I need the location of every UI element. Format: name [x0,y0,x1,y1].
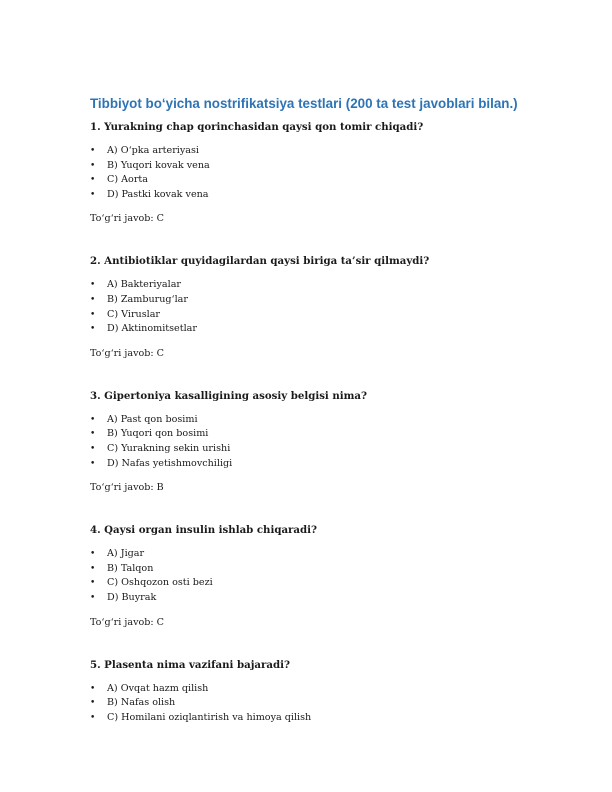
bullet-icon: • [90,160,96,171]
option-item: • A) Past qon bosimi [90,413,550,428]
bullet-icon: • [90,324,96,335]
bullet-icon: • [90,443,96,454]
correct-answer: To‘g‘ri javob: B [90,482,164,494]
option-item: • B) Talqon [90,562,550,577]
bullet-icon: • [90,549,96,560]
correct-answer: To‘g‘ri javob: C [90,347,165,359]
options-list [90,144,550,202]
bullet-icon: • [90,429,96,440]
options-list [90,278,550,336]
option-item: • D) Buyrak [90,591,550,606]
option-item: • C) Homilani oziqlantirish va himoya qilish [90,711,550,726]
option-item: • D) Aktinomitsetlar [90,322,550,337]
option-item: • B) Zamburug‘lar [90,293,550,308]
question-text: 2. Antibiotiklar quyidagilardan qaysi biriga ta’sir qilmaydi? [90,255,430,268]
question-text: 1. Yurakning chap qorinchasidan qaysi qon tomir chiqadi? [90,121,424,133]
question-2 [90,254,550,360]
question-text: 3. Gipertoniya kasalligining asosiy belgisi nima? [90,389,367,402]
bullet-icon: • [90,294,96,305]
question-text: 5. Plasenta nima vazifani bajaradi? [90,658,290,671]
bullet-icon: • [90,592,96,603]
option-item: • A) Ovqat hazm qilish [90,682,550,697]
option-item: • C) Yurakning sekin urishi [90,442,550,457]
bullet-icon: • [90,189,96,200]
option-item: • A) Bakteriyalar [90,278,550,293]
bullet-icon: • [90,458,96,469]
bullet-icon: • [90,309,96,320]
correct-answer: To‘g‘ri javob: C [90,213,165,225]
options-list [90,682,550,726]
question-3 [90,389,550,495]
bullet-icon: • [90,414,96,425]
option-item: • B) Yuqori kovak vena [90,159,550,174]
bullet-icon: • [90,175,96,186]
option-item: • A) Jigar [90,547,550,562]
document-page [90,96,550,735]
option-item: • C) Viruslar [90,308,550,323]
document-title: Tibbiyot bo‘yicha nostrifikatsiya testlari (200 ta test javoblari bilan.) [90,96,518,111]
bullet-icon: • [90,563,96,574]
option-item: • C) Aorta [90,173,550,188]
options-list [90,547,550,605]
bullet-icon: • [90,578,96,589]
question-5 [90,658,550,726]
question-4 [90,523,550,629]
option-item: • B) Nafas olish [90,696,550,711]
question-1 [90,120,550,226]
question-text: 4. Qaysi organ insulin ishlab chiqaradi? [90,524,317,537]
correct-answer: To‘g‘ri javob: C [90,616,165,628]
option-item: • B) Yuqori qon bosimi [90,427,550,442]
options-list [90,413,550,471]
option-item: • C) Oshqozon osti bezi [90,576,550,591]
option-item: • D) Pastki kovak vena [90,188,550,203]
bullet-icon: • [90,698,96,709]
bullet-icon: • [90,712,96,723]
bullet-icon: • [90,146,96,156]
option-item: • A) O‘pka arteriyasi [90,144,550,159]
bullet-icon: • [90,280,96,291]
bullet-icon: • [90,683,96,694]
option-item: • D) Nafas yetishmovchiligi [90,457,550,472]
